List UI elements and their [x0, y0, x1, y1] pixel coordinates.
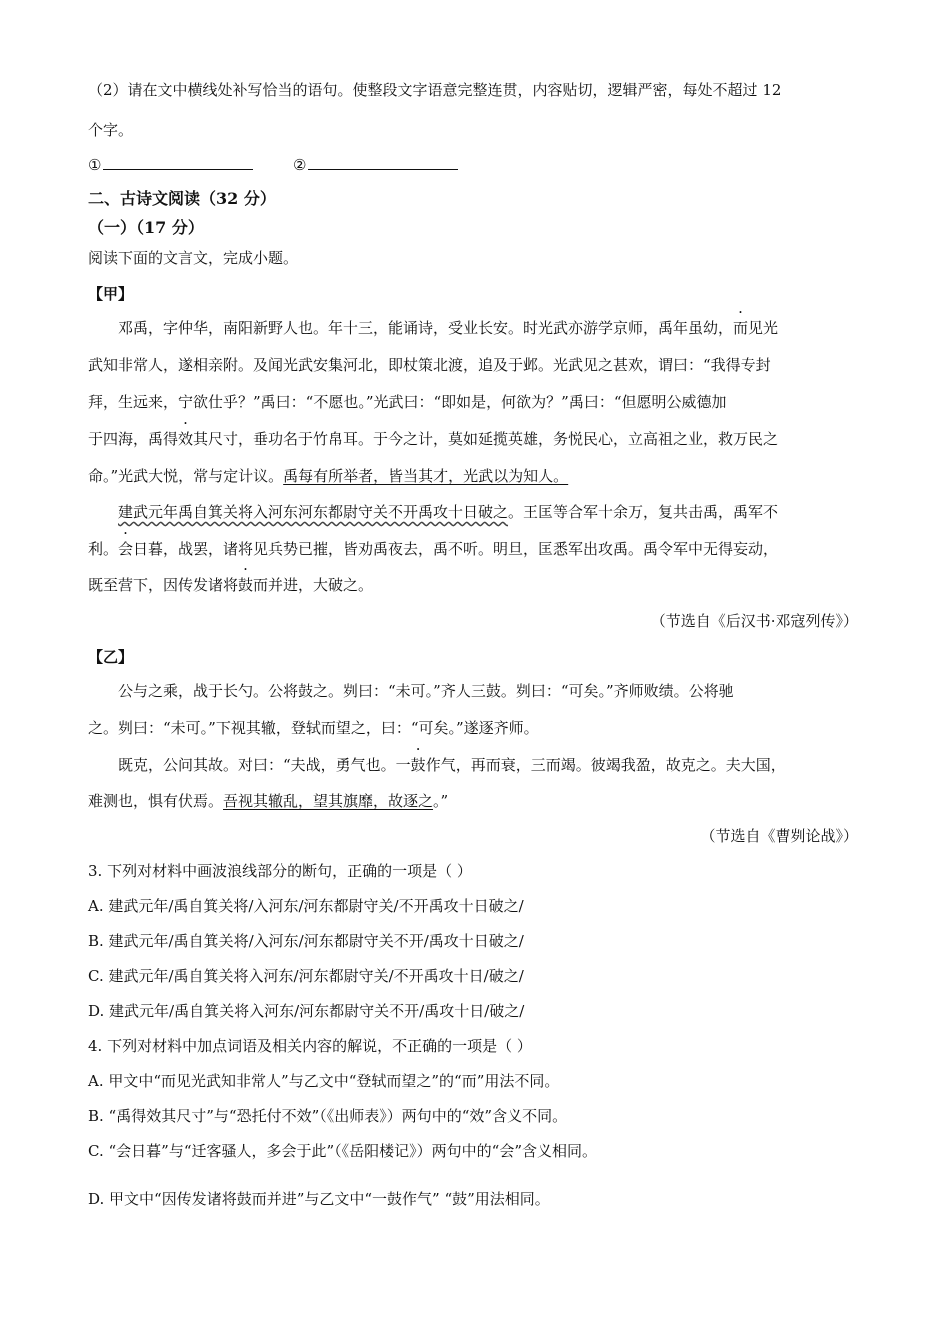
jia-line-6 [118, 502, 778, 522]
jia-text: 。王匡等合军十余万，复共击禹，禹军不 [508, 503, 779, 521]
jia-text: 日暮，战罢，诸将见兵势已摧，皆劝禹夜去，禹不听。明旦，匡悉军出攻禹。禹令军中无得妄动， [133, 540, 779, 558]
jia-source: （节选自《后汉书·邓寇列传》） [650, 612, 858, 630]
jia-text: 其尺寸，垂功名于竹帛耳。于今之计，莫如延揽英雄，务悦民心，立高祖之业，救万民之 [193, 430, 779, 448]
yi-label: 【乙】 [88, 648, 134, 666]
jia-text: 命。”光武大悦，常与定计议。 [88, 467, 284, 485]
yi-text: 。” [433, 792, 449, 810]
yi-text: 作气，再而衰，三而竭。彼竭我盈，故克之。夫大国， [425, 756, 786, 774]
jia-line-4 [88, 429, 778, 449]
blank1-line[interactable] [103, 155, 253, 170]
q3-option-c[interactable]: C. 建武元年/禹自箕关将入河东/河东都尉守关/不开禹攻十日/破之/ [88, 967, 524, 985]
wavy-underlined-passage: 建武元年禹自箕关将入河东河东都尉守关不开禹攻十日破之 [118, 503, 509, 521]
dotted-char-hui: 会 [118, 540, 134, 558]
q4-option-b[interactable]: B. “禹得效其尺寸”与“恐托付不效”（《出师表》）两句中的“效”含义不同。 [88, 1107, 568, 1125]
underlined-sentence: 吾视其辙乱，望其旗靡，故逐之 [223, 792, 434, 810]
yi-text: 既克，公问其故。对曰：“夫战，勇气也。一 [118, 756, 411, 774]
jia-line-8 [88, 575, 373, 595]
yi-line-2: 之。刿曰：“未可。”下视其辙，登轼而望之，曰：“可矣。”遂逐齐师。 [88, 719, 539, 737]
jia-line-7 [88, 539, 778, 559]
jia-text: 于四海，禹得 [88, 430, 179, 448]
q3-option-b[interactable]: B. 建武元年/禹自箕关将/入河东/河东都尉守关不开/禹攻十日破之/ [88, 932, 524, 950]
dotted-char-gu: 鼓 [238, 576, 254, 594]
q3-stem: 3. 下列对材料中画波浪线部分的断句，正确的一项是（ ） [88, 862, 472, 880]
yi-text: 难测也，惧有伏焉。 [88, 792, 224, 810]
instructions: 阅读下面的文言文，完成小题。 [88, 249, 299, 267]
jia-line-1 [118, 318, 778, 338]
section-title: 二、古诗文阅读（32 分） [88, 189, 276, 208]
jia-label: 【甲】 [88, 285, 134, 303]
jia-text: 见光 [748, 319, 779, 337]
jia-text: 而并进，大破之。 [253, 576, 374, 594]
yi-line-3 [118, 755, 786, 775]
q2-prompt-line2: 个字。 [88, 121, 134, 139]
jia-text: 既至营下，因传发诸将 [88, 576, 239, 594]
jia-text: 邓禹，字仲华，南阳新野人也。年十三，能诵诗，受业长安。时光武亦游学京师，禹年虽幼， [118, 319, 734, 337]
jia-text: 利。 [88, 540, 119, 558]
blank2-line[interactable] [308, 155, 458, 170]
dotted-char-gu: 鼓 [410, 756, 426, 774]
jia-line-5 [88, 466, 568, 486]
blank2-label: ② [293, 156, 307, 174]
jia-line-3: 拜，生远来，宁欲仕乎？”禹曰：“不愿也。”光武曰：“即如是，何欲为？”禹曰：“但愿明公威德加 [88, 393, 727, 411]
dotted-char-xiao: 效 [178, 430, 194, 448]
q4-option-d[interactable]: D. 甲文中“因传发诸将鼓而并进”与乙文中“一鼓作气” “鼓”用法相同。 [88, 1190, 550, 1208]
underlined-sentence: 禹每有所举者，皆当其才，光武以为知人。 [283, 467, 569, 485]
yi-line-4 [88, 791, 448, 811]
q4-stem: 4. 下列对材料中加点词语及相关内容的解说，不正确的一项是（ ） [88, 1037, 532, 1055]
q4-option-a[interactable]: A. 甲文中“而见光武知非常人”与乙文中“登轼而望之”的“而”用法不同。 [88, 1072, 560, 1090]
blank1-label: ① [88, 156, 102, 174]
yi-source: （节选自《曹刿论战》） [700, 827, 858, 845]
q3-option-d[interactable]: D. 建武元年/禹自箕关将入河东/河东都尉守关不开/禹攻十日/破之/ [88, 1002, 525, 1020]
q3-option-a[interactable]: A. 建武元年/禹自箕关将/入河东/河东都尉守关/不开禹攻十日破之/ [88, 897, 524, 915]
dotted-char-er: 而 [733, 319, 749, 337]
blank-line-row [88, 155, 458, 175]
subsection-title: （一）（17 分） [88, 218, 204, 237]
yi-line-1: 公与之乘，战于长勺。公将鼓之。刿曰：“未可。”齐人三鼓。刿曰：“可矣。”齐师败绩。公将驰 [118, 682, 734, 700]
q4-option-c[interactable]: C. “会日暮”与“迁客骚人，多会于此”（《岳阳楼记》）两句中的“会”含义相同。 [88, 1142, 597, 1160]
jia-line-2: 武知非常人，遂相亲附。及闻光武安集河北，即杖策北渡，追及于邺。光武见之甚欢，谓曰：“我得专封 [88, 356, 771, 374]
q2-prompt-line1: （2）请在文中横线处补写恰当的语句。使整段文字语意完整连贯，内容贴切，逻辑严密，每处不超过 12 [88, 81, 782, 99]
